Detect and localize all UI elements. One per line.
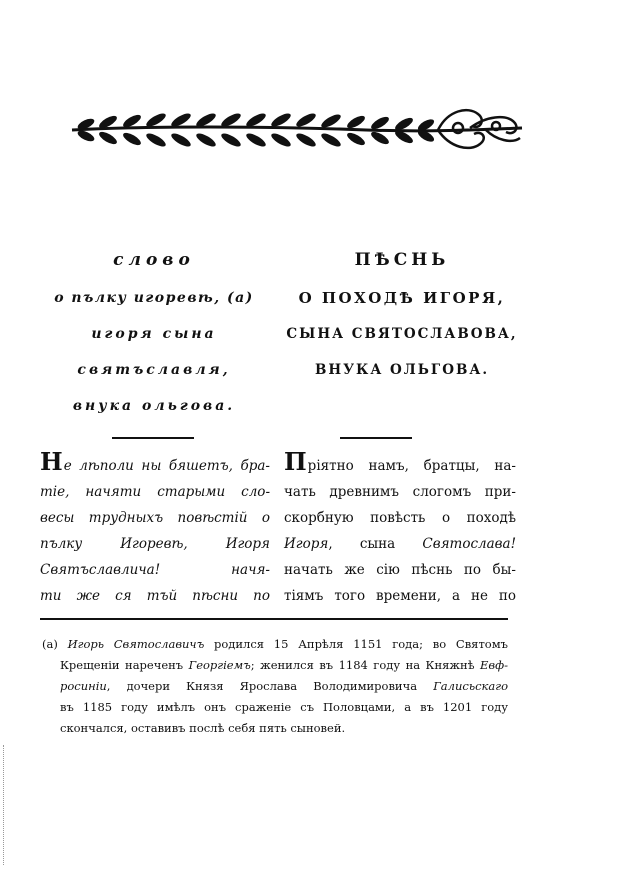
right-heading-line: О ПОХОДѢ ИГОРЯ, bbox=[298, 289, 506, 307]
footnote-line: росиніи, дочери Князя Ярослава Володимировича Галисьскаго bbox=[60, 679, 508, 693]
left-title: слово bbox=[113, 250, 195, 270]
text-line: Не лѣполи ны бяшетъ, бра- bbox=[40, 447, 270, 476]
text-line: скорбную повѣсть о походѣ bbox=[284, 510, 516, 526]
footnote-line: (а) Игорь Святославичъ родился 15 Апрѣля 1151 года; во Святомъ bbox=[42, 637, 508, 651]
right-heading-line: СЫНА СВЯТОСЛАВОВА, bbox=[286, 326, 518, 342]
footnote-line: скончался, оставивъ послѣ себя пять сыновей. bbox=[60, 721, 346, 735]
scan-edge-mark bbox=[3, 745, 5, 865]
left-heading-line: игоря сына bbox=[91, 326, 217, 342]
text-line: ти же ся тъй пѣсни по bbox=[40, 588, 270, 604]
text-line: весы трудныхъ повѣстій о bbox=[40, 510, 270, 526]
right-heading-line: ВНУКА ОЛЬГОВА. bbox=[314, 362, 490, 378]
text-line: Святъславлича! начя- bbox=[40, 562, 270, 578]
old-russian-text bbox=[40, 447, 270, 609]
right-heading bbox=[282, 240, 522, 388]
footnote-line: въ 1185 году имѣлъ онъ сраженіе съ Половцами, а въ 1201 году bbox=[60, 700, 508, 714]
footnote-line: Крещеніи нареченъ Георгіемъ; женился въ 1184 году на Княжнѣ Евф- bbox=[60, 658, 508, 672]
left-divider bbox=[112, 437, 194, 439]
translation-text bbox=[284, 447, 516, 609]
left-heading-line: внука ольгова. bbox=[72, 398, 236, 414]
text-line: тіе, начяти старыми сло- bbox=[40, 484, 270, 500]
text-line: Игоря, сына Святослава! bbox=[284, 536, 516, 552]
drop-cap: П bbox=[284, 447, 307, 476]
text-line: пълку Игоревѣ, Игоря bbox=[40, 536, 270, 552]
text-line: Пріятно намъ, братцы, на- bbox=[284, 447, 516, 476]
footnote-rule bbox=[40, 618, 508, 620]
left-heading-line: о пълку игоревѣ, (а) bbox=[54, 290, 254, 306]
right-divider bbox=[340, 437, 412, 439]
right-title: ПѢСНЬ bbox=[354, 250, 450, 270]
text-line: чать древнимъ слогомъ при- bbox=[284, 484, 516, 500]
laurel-branch-ornament-icon bbox=[66, 100, 528, 160]
drop-cap: Н bbox=[40, 447, 63, 476]
text-line: начать же сію пѣснь по бы- bbox=[284, 562, 516, 578]
left-heading bbox=[40, 240, 268, 424]
footnote bbox=[42, 634, 508, 739]
left-heading-line: святъславля, bbox=[77, 362, 231, 378]
text-line: тіямъ того времени, а не по bbox=[284, 588, 516, 604]
